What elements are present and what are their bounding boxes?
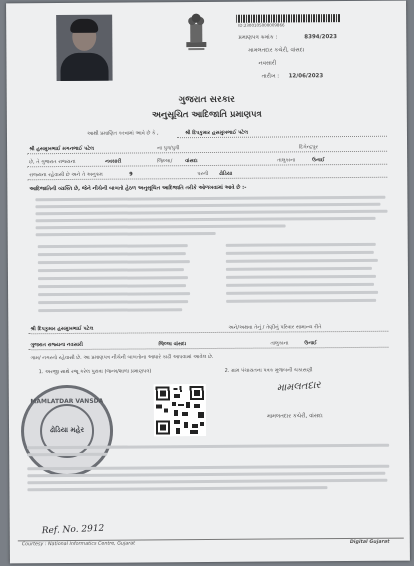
relation-text: ના પુત્ર/પુત્રી: [157, 145, 180, 152]
office-line: મામલતદાર કચેરી, વાંસદા: [248, 47, 305, 54]
seal-arc-text: MAMLATDAR VANSDA: [30, 397, 104, 406]
serial-number: 9: [129, 171, 133, 178]
issue-date: 12/06/2023: [288, 73, 324, 80]
row3-text: છે, તે ગુજરાત રાજ્યના: [29, 158, 76, 166]
row10-text: ગામ/ નગરનો રહેવાસી છે. આ પ્રમાણપત્ર નીચેની બાબતોના આધારે કાઢી આપવામાં આવેલ છે.: [30, 353, 214, 362]
seal-center-text: ઢોડિયા મહેર: [49, 425, 85, 435]
legal-provisions-block: [6, 1, 406, 4]
row8-text: અને/અથવા તેનું / તેણીનું પરિવાર સામાન્ય રીતે: [228, 324, 322, 331]
barcode-number: ID:2300105000009866: [238, 22, 285, 28]
officer-signature: મામલતદાર: [276, 379, 322, 395]
district-name: નવસારી: [105, 158, 122, 165]
row9-taluka: જિલ્લા વાંસદા: [158, 341, 187, 348]
office-seal: [21, 385, 114, 478]
row8-name: શ્રી દિપકુમાર હસમુખભાઈ પટેલ: [30, 325, 94, 333]
town-name: ઉનાઈ: [312, 157, 325, 164]
digital-gujarat-footer: Digital Gujarat: [349, 539, 390, 546]
certificate-title: અનુસૂચિત આદિજાતિ પ્રમાણપત્ર: [151, 109, 262, 121]
basis-item-2: 2. ગ્રામ પંચાયતના પત્રક મુજબની ચકાસણી: [224, 367, 313, 374]
applicant-name: શ્રી દિપકુમાર હસમુખભાઈ પટેલ: [184, 129, 249, 137]
national-emblem-icon: [182, 12, 210, 52]
certificate-page: [6, 1, 410, 564]
document-barcode: [236, 14, 340, 23]
handwritten-reference: Ref. No. 2912: [41, 523, 105, 537]
cert-number-label: પ્રમાણપત્ર ક્રમાંક :: [238, 34, 278, 41]
row9-town: ઉનાઈ: [304, 340, 318, 347]
row1-text: આથી પ્રમાણિત કરવામાં આવે છે કે ,: [86, 130, 159, 137]
row9-label: તાલુકાના: [270, 340, 289, 347]
district-line: નવસારી: [258, 60, 277, 67]
signing-office: મામલતદાર કચેરી, વાંસદા: [266, 413, 323, 420]
village-name: દિગેન્દ્રપુર: [299, 144, 318, 151]
date-label: તારીખ :: [261, 73, 280, 80]
caste-name: ઢોડિયા: [219, 170, 233, 177]
row9-text: ગુજરાત રાજ્યના નવસારી: [30, 341, 83, 349]
father-name: શ્રી હસમુખભાઈ મગનભાઈ પટેલ: [29, 145, 95, 153]
courtesy-footer: Courtesy : National Informatics Centre, Gujarat: [21, 541, 136, 548]
notes-block: [6, 1, 406, 4]
amendment-list-right: [6, 1, 406, 4]
applicant-photo: [56, 15, 112, 81]
taluka-label: તાલુકાના: [277, 157, 296, 164]
government-title: ગુજરાત સરકાર: [178, 94, 235, 106]
amendment-list-left: [6, 1, 406, 4]
qr-code: [154, 384, 206, 436]
row5-text: આદિજાતિની વ્યક્તિ છે, જેને નીચેની બાબતો હેઠળ અનુસૂચિત આદિજાતિ તરીકે ઓળખવામાં આવે છે :-: [29, 184, 247, 193]
row4-text: રાજ્યના રહેવાસી છે અને તે અનુક્રમ: [29, 171, 103, 179]
cert-number: 8394/2023: [304, 34, 337, 41]
basis-item-1: 1. અરજી સાથે રજૂ કરેલ પુરાવા (જન્મ/શાળા પ્રમાણપત્ર): [38, 368, 152, 376]
taluka-name: વાંસદા: [185, 158, 198, 165]
district-suffix: જિલ્લા/: [157, 158, 173, 165]
row4-mid: પરની: [197, 170, 209, 178]
